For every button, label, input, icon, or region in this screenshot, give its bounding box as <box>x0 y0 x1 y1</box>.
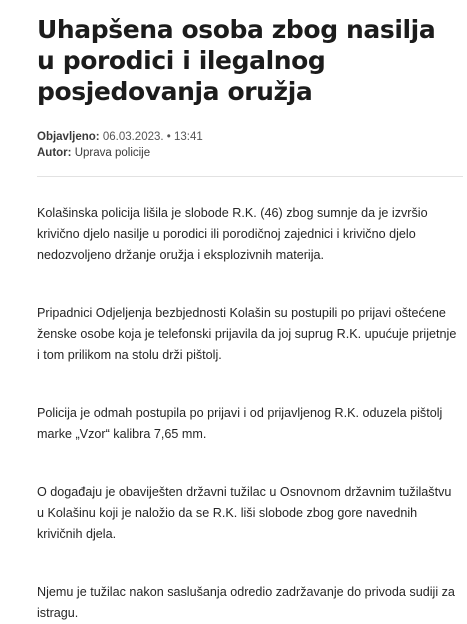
paragraph: Pripadnici Odjeljenja bezbjednosti Kolašin su postupili po prijavi oštećene ženske osobe koja je telefonski prijavila da joj suprug R.K. upućuje prijetnje i tom prilikom na stolu drži pištolj. <box>37 306 457 362</box>
meta-divider <box>37 176 463 177</box>
author-line <box>37 145 467 161</box>
paragraph: Policija je odmah postupila po prijavi i od prijavljenog R.K. oduzela pištolj marke „Vzor“ kalibra 7,65 mm. <box>37 406 443 441</box>
published-label: Objavljeno: <box>37 131 100 143</box>
article-title: Uhapšena osoba zbog nasilja u porodici i ilegalnog posjedovanja oružja <box>37 15 436 106</box>
paragraph: Kolašinska policija lišila je slobode R.K. (46) zbog sumnje da je izvršio krivično djelo nasilje u porodici ili porodičnoj zajednici i krivično djelo nedozvoljeno držanje oružja i eksplozivnih materija. <box>37 206 428 262</box>
author-label: Autor: <box>37 147 72 159</box>
author-link[interactable]: Uprava policije <box>74 147 151 159</box>
published-line <box>37 129 467 145</box>
paragraph: O događaju je obaviješten državni tužilac u Osnovnom državnim tužilaštvu u Kolašinu koji je naložio da se R.K. liši slobode zbog gore navednih krivičnih djela. <box>37 485 452 541</box>
published-date: 06.03.2023. • 13:41 <box>102 131 203 143</box>
paragraph: Njemu je tužilac nakon saslušanja odredio zadržavanje do privoda sudiji za istragu. <box>37 585 455 620</box>
article-body <box>37 203 457 624</box>
article-meta <box>37 129 467 161</box>
